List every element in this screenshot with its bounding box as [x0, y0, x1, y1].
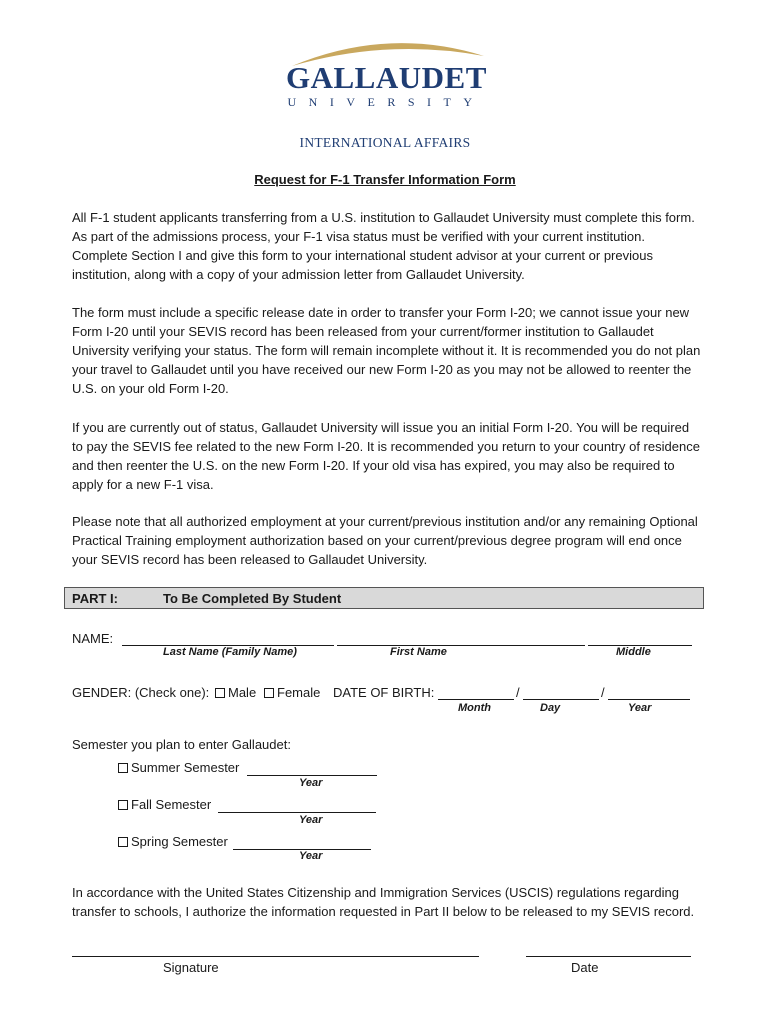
semester-question: Semester you plan to enter Gallaudet:: [72, 737, 291, 752]
logo-subtitle: UNIVERSITY: [287, 95, 485, 109]
department-name: INTERNATIONAL AFFAIRS: [299, 135, 471, 150]
dob-separator: /: [516, 685, 520, 700]
summer-semester-label: Summer Semester: [131, 760, 240, 775]
dob-separator: /: [601, 685, 605, 700]
logo-title: GALLAUDET: [286, 60, 487, 95]
release-date-paragraph: The form must include a specific release date in order to transfer your Form I-20; we cannot issue your new Form I-20 until your SEVIS record has been released from your current/former institution to Gallaudet University verifying your status. The form will remain incomplete without it. It is recommended you do not plan your travel to Gallaudet until you have received our new Form I-20 as you may not be allowed to reenter the U.S. on your old Form I-20.: [72, 305, 701, 396]
summer-checkbox-icon[interactable]: [118, 763, 128, 773]
employment-paragraph: Please note that all authorized employment at your current/previous institution and/or any remaining Optional Practical Training employment authorization based on your current/previous degree program will end once your SEVIS record has been released to Gallaudet University.: [72, 514, 698, 567]
spring-semester-option[interactable]: [118, 834, 228, 849]
dob-year-field[interactable]: [608, 699, 690, 700]
dob-label: DATE OF BIRTH:: [333, 685, 435, 700]
middle-name-caption: Middle: [616, 646, 651, 658]
part-one-title: To Be Completed By Student: [163, 591, 342, 606]
female-checkbox-icon[interactable]: [264, 688, 274, 698]
dob-month-field[interactable]: [438, 699, 514, 700]
gender-label: GENDER: (Check one):: [72, 685, 210, 700]
intro-paragraph: All F-1 student applicants transferring from a U.S. institution to Gallaudet University must complete this form. As part of the admissions process, your F-1 visa status must be verified with your current institution. Complete Section I and give this form to your international student advisor at your current or previous institution, along with a copy of your admission letter from Gallaudet University.: [72, 210, 695, 282]
first-name-field[interactable]: [337, 645, 585, 646]
summer-year-caption: Year: [299, 777, 323, 789]
part-one-header-bar: [64, 587, 704, 609]
male-checkbox-icon[interactable]: [215, 688, 225, 698]
authorization-paragraph: In accordance with the United States Citizenship and Immigration Services (USCIS) regulations regarding transfer to schools, I authorize the information requested in Part II below to be released to my SEVIS record.: [72, 885, 695, 919]
form-title: Request for F-1 Transfer Information Form: [254, 172, 516, 187]
dob-year-caption: Year: [628, 702, 652, 714]
first-name-caption: First Name: [390, 646, 447, 658]
dob-day-caption: Day: [540, 702, 561, 714]
fall-year-caption: Year: [299, 814, 323, 826]
female-label: Female: [277, 685, 321, 700]
name-label: NAME:: [72, 631, 114, 646]
signature-field[interactable]: [72, 956, 479, 957]
spring-checkbox-icon[interactable]: [118, 837, 128, 847]
fall-semester-option[interactable]: [118, 797, 211, 812]
summer-semester-option[interactable]: [118, 760, 239, 775]
gender-female-option[interactable]: [264, 685, 320, 700]
fall-year-field[interactable]: [218, 812, 376, 813]
male-label: Male: [228, 685, 257, 700]
summer-year-field[interactable]: [247, 775, 377, 776]
date-label: Date: [571, 960, 599, 975]
fall-semester-label: Fall Semester: [131, 797, 212, 812]
dob-month-caption: Month: [458, 702, 491, 714]
spring-semester-label: Spring Semester: [131, 834, 228, 849]
gender-male-option[interactable]: [215, 685, 256, 700]
spring-year-caption: Year: [299, 850, 323, 862]
dob-day-field[interactable]: [523, 699, 599, 700]
part-one-label: PART I:: [72, 591, 118, 606]
out-of-status-paragraph: If you are currently out of status, Gallaudet University will issue you an initial Form I-20. You will be required to pay the SEVIS fee related to the new Form I-20. It is recommended you return to your country of residence and then reenter the U.S. on the new Form I-20. If your old visa has expired, you may also be required to apply for a new F-1 visa.: [72, 420, 700, 492]
date-field[interactable]: [526, 956, 691, 957]
fall-checkbox-icon[interactable]: [118, 800, 128, 810]
last-name-caption: Last Name (Family Name): [163, 646, 297, 658]
signature-label: Signature: [163, 960, 219, 975]
